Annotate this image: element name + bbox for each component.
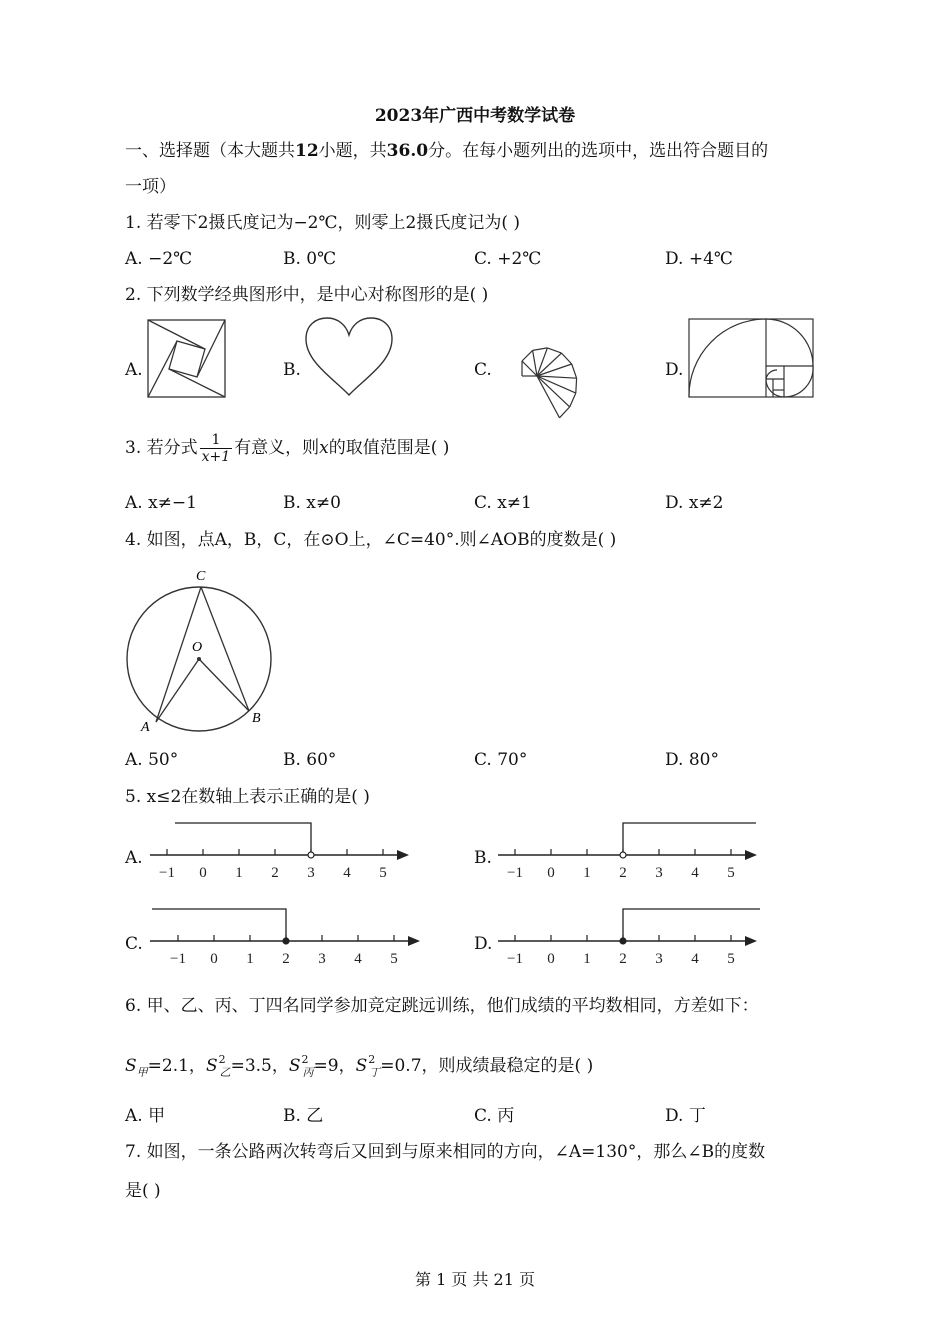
spiral-spoke — [537, 376, 577, 378]
q2-figure-d-golden-rectangle — [688, 318, 816, 400]
tick-label: 3 — [307, 865, 315, 881]
q5-number-line-d — [498, 904, 763, 969]
q3-stem-middle: 有意义，则 — [234, 438, 320, 458]
q6-variances — [125, 1055, 593, 1079]
solution-bracket — [623, 909, 760, 941]
q3-fraction-denominator: x+1 — [201, 449, 231, 465]
q2-figure-c-spiral — [495, 316, 605, 398]
q3-option-c: C. x≠1 — [474, 493, 532, 513]
q3-stem-prefix: 3. 若分式 — [125, 438, 198, 458]
q4-label-a: A — [141, 720, 150, 735]
q3-option-b: B. x≠0 — [283, 493, 341, 513]
q2-figure-b-heart — [304, 317, 394, 399]
question-4-stem: 4. 如图，点A，B，C，在⊙O上，∠C=40°.则∠AOB的度数是( ) — [125, 530, 617, 550]
q6-sup-4: 2 — [368, 1053, 376, 1066]
q6-option-d: D. 丁 — [665, 1106, 706, 1126]
q4-label-o: O — [192, 640, 203, 655]
tick-label: 4 — [691, 865, 699, 881]
tick-label: 5 — [379, 865, 387, 881]
tick-label: 2 — [271, 865, 279, 881]
tick-label: 4 — [691, 951, 699, 967]
question-3-stem — [125, 432, 449, 465]
spiral-spoke — [537, 376, 570, 407]
spiral-edge — [572, 364, 577, 378]
tick-label: 1 — [583, 865, 591, 881]
tick-label: 4 — [354, 951, 362, 967]
q4-option-b: B. 60° — [283, 750, 337, 770]
q6-s-symbol-1: S — [125, 1056, 137, 1076]
q2-figure-a-pinwheel — [147, 319, 227, 399]
q4-option-c: C. 70° — [474, 750, 528, 770]
q3-fraction — [200, 432, 233, 465]
q2-label-a: A. — [125, 360, 143, 380]
page-title: 2023年广西中考数学试卷 — [374, 106, 576, 126]
spiral-edge — [576, 378, 577, 393]
q6-stem-tail: 则成绩最稳定的是( ) — [438, 1056, 594, 1076]
hollow-point — [620, 852, 626, 858]
q2-label-b: B. — [283, 360, 301, 380]
tick-label: 0 — [210, 951, 218, 967]
question-5-stem: 5. x≤2在数轴上表示正确的是( ) — [125, 787, 370, 807]
tick-label: 3 — [318, 951, 326, 967]
q6-sup-3: 2 — [301, 1053, 309, 1066]
q5-number-line-b — [498, 818, 763, 883]
q6-sub-yi: 乙 — [219, 1066, 231, 1079]
q6-option-b: B. 乙 — [283, 1106, 324, 1126]
spiral-edge — [562, 353, 572, 364]
axis-arrow — [397, 850, 409, 860]
q6-sub-jia: 甲 — [136, 1066, 148, 1079]
q1-option-a: A. −2℃ — [125, 249, 193, 269]
tick-label: −1 — [159, 865, 175, 881]
solution-bracket — [623, 823, 756, 855]
q3-variable: x — [319, 438, 329, 458]
section-header-prefix: 一、选择题（本大题共 — [125, 141, 295, 161]
spiral-edge — [547, 348, 561, 353]
q3-option-d: D. x≠2 — [665, 493, 724, 513]
tick-label: 0 — [199, 865, 207, 881]
spiral-edge — [533, 348, 548, 351]
tick-label: 1 — [246, 951, 254, 967]
q6-s-symbol-4: S — [355, 1056, 368, 1076]
q1-option-d: D. +4℃ — [665, 249, 733, 269]
tick-label: 2 — [619, 865, 627, 881]
spiral-spoke — [537, 364, 572, 376]
axis-arrow — [745, 936, 757, 946]
tick-label: 5 — [390, 951, 398, 967]
hollow-point — [308, 852, 314, 858]
q3-stem-suffix: 的取值范围是( ) — [328, 438, 450, 458]
q5-number-line-c — [150, 904, 425, 969]
solid-point — [620, 938, 626, 944]
q4-option-d: D. 80° — [665, 750, 719, 770]
q2-label-c: C. — [474, 360, 492, 380]
q4-label-b: B — [252, 711, 261, 726]
question-6-stem: 6. 甲、乙、丙、丁四名同学参加竞定跳远训练，他们成绩的平均数相同，方差如下： — [125, 996, 759, 1016]
solution-bracket — [175, 823, 311, 855]
tick-label: 2 — [282, 951, 290, 967]
tick-label: −1 — [507, 865, 523, 881]
tick-label: 1 — [235, 865, 243, 881]
page-footer: 第 1 页 共 21 页 — [415, 1270, 535, 1289]
tick-label: 0 — [547, 951, 555, 967]
q6-sup-2: 2 — [218, 1053, 226, 1066]
q6-sub-ding: 丁 — [369, 1066, 381, 1079]
q4-label-c: C — [196, 569, 206, 584]
q3-fraction-numerator: 1 — [200, 432, 233, 449]
question-7-stem-line1: 7. 如图，一条公路两次转弯后又回到与原来相同的方向，∠A=130°，那么∠B的度数 — [125, 1142, 766, 1162]
q6-s-symbol-3: S — [288, 1056, 301, 1076]
solution-bracket — [152, 909, 286, 941]
q6-val-jia: =2.1， — [147, 1056, 206, 1076]
spiral-edge — [570, 393, 576, 407]
tick-label: −1 — [170, 951, 186, 967]
q6-val-ding: =0.7， — [380, 1056, 439, 1076]
q1-option-b: B. 0℃ — [283, 249, 337, 269]
solid-point — [283, 938, 289, 944]
q5-label-b: B. — [474, 848, 492, 868]
tick-label: 5 — [727, 951, 735, 967]
total-score: 36.0 — [386, 141, 429, 161]
q2-label-d: D. — [665, 360, 684, 380]
tick-label: 1 — [583, 951, 591, 967]
spiral-edge — [560, 407, 570, 418]
section-header-mid2: 分。在每小题列出的选项中，选出符合题目的 — [428, 141, 769, 161]
q1-option-c: C. +2℃ — [474, 249, 542, 269]
tick-label: 3 — [655, 951, 663, 967]
q5-label-d: D. — [474, 934, 493, 954]
tick-label: 3 — [655, 865, 663, 881]
tick-label: 5 — [727, 865, 735, 881]
q5-label-c: C. — [125, 934, 143, 954]
q3-option-a: A. x≠−1 — [125, 493, 197, 513]
q6-option-a: A. 甲 — [125, 1106, 166, 1126]
q6-option-c: C. 丙 — [474, 1106, 515, 1126]
q5-label-a: A. — [125, 848, 143, 868]
spiral-edge — [522, 350, 533, 361]
q4-figure-circle — [125, 565, 275, 735]
section-header-mid1: 小题，共 — [318, 141, 387, 161]
section-header-line2: 一项） — [125, 177, 176, 197]
q6-val-bing: =9， — [313, 1056, 356, 1076]
spiral-spoke — [537, 376, 560, 418]
axis-arrow — [745, 850, 757, 860]
question-7-stem-line2: 是( ) — [125, 1181, 161, 1201]
tick-label: 0 — [547, 865, 555, 881]
q6-val-yi: =3.5， — [230, 1056, 289, 1076]
question-2-stem: 2. 下列数学经典图形中，是中心对称图形的是( ) — [125, 285, 489, 305]
q6-sub-bing: 丙 — [302, 1066, 314, 1079]
question-count: 12 — [295, 141, 319, 161]
section-header — [125, 140, 768, 162]
q4-option-a: A. 50° — [125, 750, 179, 770]
spiral-spoke — [537, 376, 576, 393]
tick-label: 2 — [619, 951, 627, 967]
axis-arrow — [408, 936, 420, 946]
tick-label: −1 — [507, 951, 523, 967]
tick-label: 4 — [343, 865, 351, 881]
question-1-stem: 1. 若零下2摄氏度记为−2℃，则零上2摄氏度记为( ) — [125, 213, 521, 233]
q6-s-symbol-2: S — [205, 1056, 218, 1076]
q5-number-line-a — [150, 818, 415, 883]
